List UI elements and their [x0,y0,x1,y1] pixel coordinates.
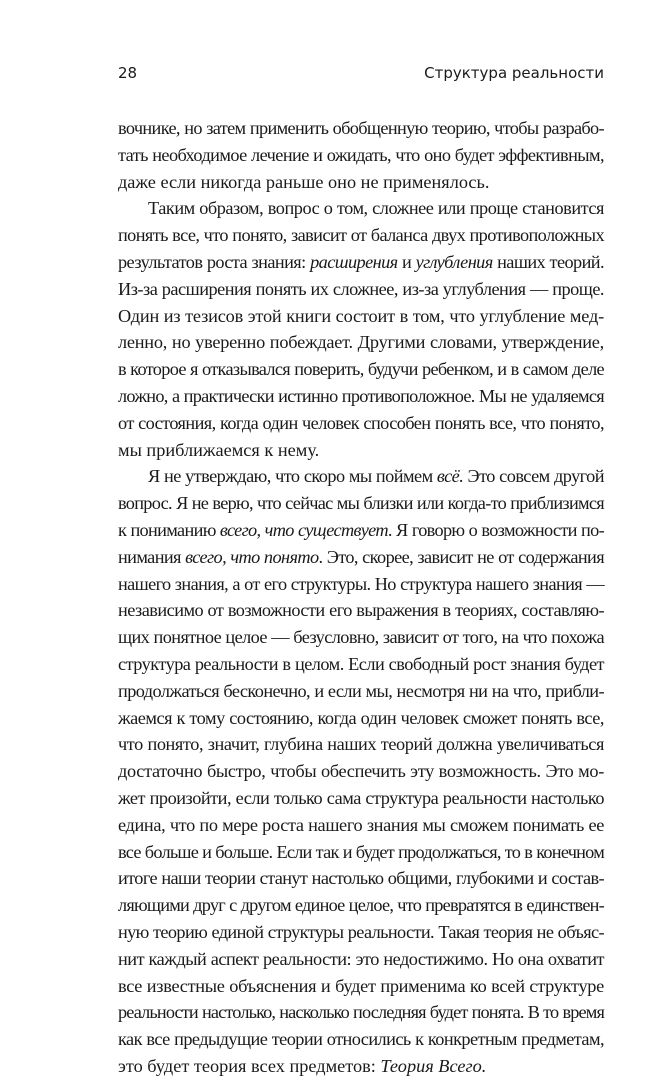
text-line [118,946,604,973]
text-segment: нит каждый аспект реальности: это недостижимо. Но она охватит [118,948,604,969]
text-segment: Таким образом, вопрос о том, сложнее или проще становится [148,198,604,219]
text-segment: щих понятное целое — безусловно, зависит от того, на что похожа [118,627,604,648]
text-segment: вопрос. Я не верю, что сейчас мы близки или когда-то приблизимся [118,493,604,514]
text-segment: в которое я отказывался поверить, будучи ребенком, и в самом деле [118,359,604,380]
text-segment: . Это, скорее, зависит не от содержания [318,546,605,567]
text-segment: что понято, значит, глубина наших теорий должна увеличиваться [118,734,604,755]
text-segment: нимания [118,546,186,567]
text-line [118,142,604,169]
text-line [118,169,604,196]
text-line [118,1053,604,1080]
italic-text: всё. [436,466,464,487]
text-line [118,544,604,571]
text-line [118,597,604,624]
text-segment: результатов роста знания: [118,251,311,272]
text-segment: ную теорию единой структуры реальности. Такая теория не объяс- [118,921,604,942]
running-header [118,64,604,86]
text-line [118,624,604,651]
italic-text: всего, что существует [219,519,388,540]
text-segment: достаточно быстро, чтобы обеспечить эту возможность. Это мо- [118,761,604,782]
text-segment: продолжаться бесконечно, и если мы, несмотря ни на что, прибли- [118,680,604,701]
text-line [118,651,604,678]
italic-text: расширения [310,251,398,272]
text-line [118,383,604,410]
running-title: Структура реальности [424,64,604,82]
text-line [118,731,604,758]
text-segment: реальности настолько, насколько последняя будет понята. В то время [118,1002,604,1023]
text-line [118,785,604,812]
text-segment: Из-за расширения понять их сложнее, из-за углубления — проще. [118,278,604,299]
text-segment: все больше и больше. Если так и будет продолжаться, то в конечном [118,841,604,862]
text-line [118,249,604,276]
italic-text: углубления [415,251,493,272]
text-line [118,973,604,1000]
text-line [118,276,604,303]
text-segment: . Я говорю о возможности по- [387,519,604,540]
text-line [118,758,604,785]
text-segment: тать необходимое лечение и ожидать, что оно будет эффективным, [118,144,604,165]
text-line [118,892,604,919]
text-segment: и [397,251,416,272]
text-line [118,705,604,732]
text-segment: от состояния, когда один человек способен понять все, что понято, [118,412,604,433]
italic-text: всего, что понято [185,546,319,567]
text-segment: вочнике, но затем применить обобщенную теорию, чтобы разрабо- [118,118,604,138]
text-segment: ложно, а практически истинно противоположное. Мы не удаляемся [118,385,604,406]
text-line [118,919,604,946]
text-line [118,517,604,544]
text-line [118,303,604,330]
text-line [118,115,604,142]
text-segment: нашего знания, а от его структуры. Но структура нашего знания — [118,573,604,594]
text-segment: Один из тезисов этой книги состоит в том, что углубление мед- [118,305,604,326]
text-segment: понять все, что понято, зависит от баланса двух противоположных [118,225,604,246]
text-line [118,678,604,705]
text-segment: едина, что по мере роста нашего знания мы сможем понимать ее [118,814,604,835]
text-segment: итоге наши теории станут настолько общими, глубокими и состав- [118,868,604,889]
text-line [118,999,604,1026]
text-segment: мы приближаемся к нему. [118,439,320,460]
text-segment: независимо от возможности его выражения в теориях, составляю- [118,600,604,621]
text-line [118,463,604,490]
page-number: 28 [118,64,138,82]
text-segment: структура реальности в целом. Если свободный рост знания будет [118,653,604,674]
text-line [118,490,604,517]
text-segment: жаемся к тому состоянию, когда один человек сможет понять все, [118,707,604,728]
text-line [118,839,604,866]
text-segment: жет произойти, если только сама структура реальности настолько [118,787,604,808]
text-segment: даже если никогда раньше оно не применялось. [118,171,490,192]
text-line [118,437,604,464]
text-line [118,865,604,892]
text-segment: ляющими друг с другом единое целое, что превратятся в единствен- [118,895,604,916]
text-segment: Это совсем другой [463,466,604,487]
text-line [118,410,604,437]
text-line [118,571,604,598]
italic-text: Теория Всего. [380,1055,487,1076]
text-segment: наших теорий. [492,251,604,272]
text-line [118,356,604,383]
text-line [118,329,604,356]
text-line [118,195,604,222]
text-line [118,1026,604,1053]
text-line [118,812,604,839]
text-line [118,222,604,249]
text-segment: это будет теория всех предметов: [118,1055,381,1076]
text-segment: все известные объяснения и будет применима ко всей структуре [118,975,604,996]
text-segment: к пониманию [118,519,220,540]
text-segment: как все предыдущие теории относились к конкретным предметам, [118,1029,604,1050]
text-segment: ленно, но уверенно побеждает. Другими словами, утверждение, [118,332,604,353]
body-text [118,115,604,1080]
text-segment: Я не утверждаю, что скоро мы поймем [148,466,437,487]
